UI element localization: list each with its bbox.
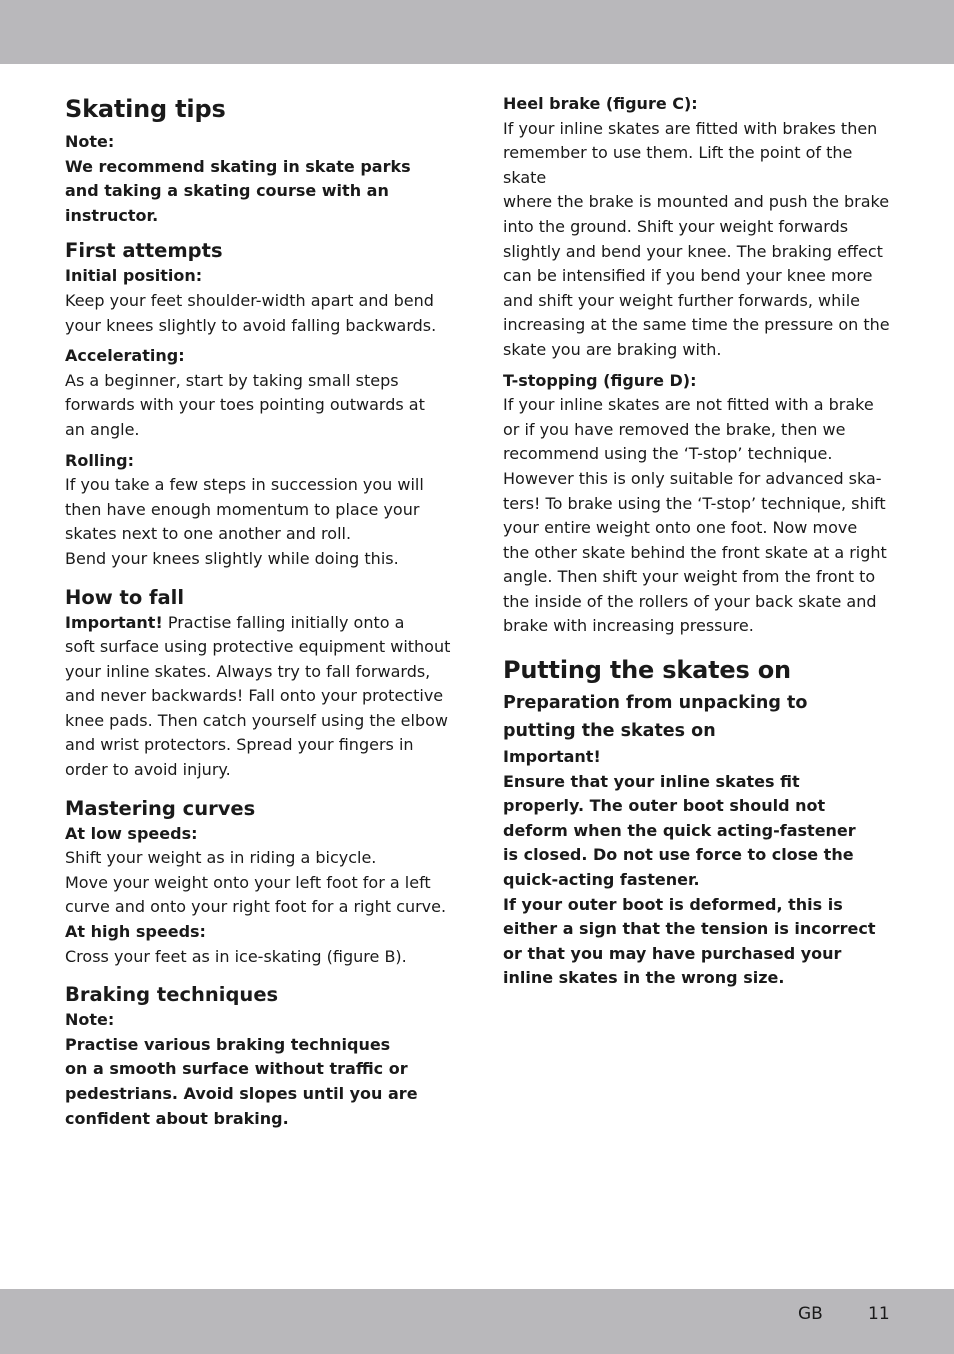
paragraph-line: where the brake is mounted and push the brake [503,192,890,212]
left-column [65,92,453,1131]
note-line: on a smooth surface without traffic or [65,1059,408,1079]
note-line: and taking a skating course with an [65,181,389,201]
paragraph-line: knee pads. Then catch yourself using the elbow [65,710,448,730]
low-speeds-label: At low speeds: [65,823,198,843]
paragraph-line: your inline skates. Always try to fall forwards, [65,661,431,681]
paragraph-line: an angle. [65,419,140,439]
important-line: or that you may have purchased your [503,943,842,963]
paragraph-line: Cross your feet as in ice-skating (figure B). [65,946,407,966]
paragraph-line: skate you are braking with. [503,339,722,359]
fall-first-line-rest: Practise falling initially onto a [162,612,405,632]
paragraph-line: and shift your weight further forwards, while [503,290,860,310]
paragraph-line: can be intensified if you bend your knee more [503,266,873,286]
header-band [0,0,954,64]
paragraph-line: slightly and bend your knee. The braking effect [503,241,883,261]
accelerating-label: Accelerating: [65,346,185,366]
heel-brake-label: Heel brake (figure C): [503,94,698,113]
paragraph-line: As a beginner, start by taking small steps [65,370,399,390]
paragraph-line: forwards with your toes pointing outwards at [65,395,425,415]
important-label: Important! [503,747,601,767]
paragraph-line: ters! To brake using the ‘T-stop’ technique, shift [503,493,886,513]
preparation-heading: Preparation from unpacking to [503,693,808,714]
important-line: Ensure that your inline skates fit [503,771,800,791]
note-line: confident about braking. [65,1108,289,1128]
paragraph-line: and wrist protectors. Spread your fingers in [65,735,414,755]
paragraph-line [65,611,453,636]
paragraph-line: However this is only suitable for advanced ska- [503,468,882,488]
heading-mastering-curves: Mastering curves [65,796,256,820]
paragraph-line: your entire weight onto one foot. Now move [503,518,858,538]
braking-note-label: Note: [65,1010,115,1030]
paragraph-line: remember to use them. Lift the point of the skate [503,143,853,187]
paragraph-line: brake with increasing pressure. [503,616,754,636]
note-line: instructor. [65,205,159,225]
paragraph-line: skates next to one another and roll. [65,524,352,544]
paragraph-line: the other skate behind the front skate at a right [503,542,887,562]
heading-first-attempts: First attempts [65,239,223,263]
note-label: Note: [65,132,115,151]
heading-braking-techniques: Braking techniques [65,983,279,1007]
important-line: deform when the quick acting-fastener [503,820,856,840]
paragraph-line: then have enough momentum to place your [65,499,420,519]
paragraph-line: your knees slightly to avoid falling backwards. [65,315,437,335]
paragraph-line: If your inline skates are not fitted with a brake [503,395,874,415]
paragraph-line: increasing at the same time the pressure on the [503,315,890,335]
important-line: is closed. Do not use force to close the [503,845,854,865]
paragraph-line: Shift your weight as in riding a bicycle. [65,848,377,868]
important-line: If your outer boot is deformed, this is [503,894,843,914]
paragraph-line: and never backwards! Fall onto your protective [65,686,444,706]
paragraph-line: Keep your feet shoulder-width apart and bend [65,290,434,310]
important-line: quick-acting fastener. [503,870,700,890]
important-line: properly. The outer boot should not [503,796,826,816]
paragraph-line: angle. Then shift your weight from the front to [503,567,876,587]
page-number: 11 [868,1304,890,1324]
high-speeds-label: At high speeds: [65,922,206,942]
section-title-skating-tips: Skating tips [65,95,226,123]
paragraph-line: the inside of the rollers of your back skate and [503,591,877,611]
paragraph-line: recommend using the ‘T-stop’ technique. [503,444,833,464]
t-stopping-label: T-stopping (figure D): [503,370,697,390]
important-line: inline skates in the wrong size. [503,968,785,988]
paragraph-line: curve and onto your right foot for a right curve. [65,897,447,917]
paragraph-line: soft surface using protective equipment without [65,637,451,657]
initial-position-label: Initial position: [65,266,203,286]
section-title-putting-on: Putting the skates on [503,656,791,685]
note-line: We recommend skating in skate parks [65,156,411,176]
preparation-heading: putting the skates on [503,721,716,742]
heading-how-to-fall: How to fall [65,585,185,609]
fall-important-label: Important! [65,612,163,632]
paragraph-line: If your inline skates are fitted with brakes then [503,118,878,138]
paragraph-line: or if you have removed the brake, then we [503,419,846,439]
paragraph-line: If you take a few steps in succession you will [65,475,424,495]
paragraph-line: into the ground. Shift your weight forwards [503,216,849,236]
important-line: either a sign that the tension is incorrect [503,919,876,939]
rolling-label: Rolling: [65,450,135,470]
paragraph-line: order to avoid injury. [65,760,231,780]
note-line: Practise various braking techniques [65,1034,391,1054]
footer-language: GB [798,1304,823,1324]
note-line: pedestrians. Avoid slopes until you are [65,1084,418,1103]
right-column [503,92,895,991]
skating-note [65,130,453,228]
paragraph-line: Move your weight onto your left foot for a left [65,872,431,892]
paragraph-line: Bend your knees slightly while doing this. [65,548,399,568]
